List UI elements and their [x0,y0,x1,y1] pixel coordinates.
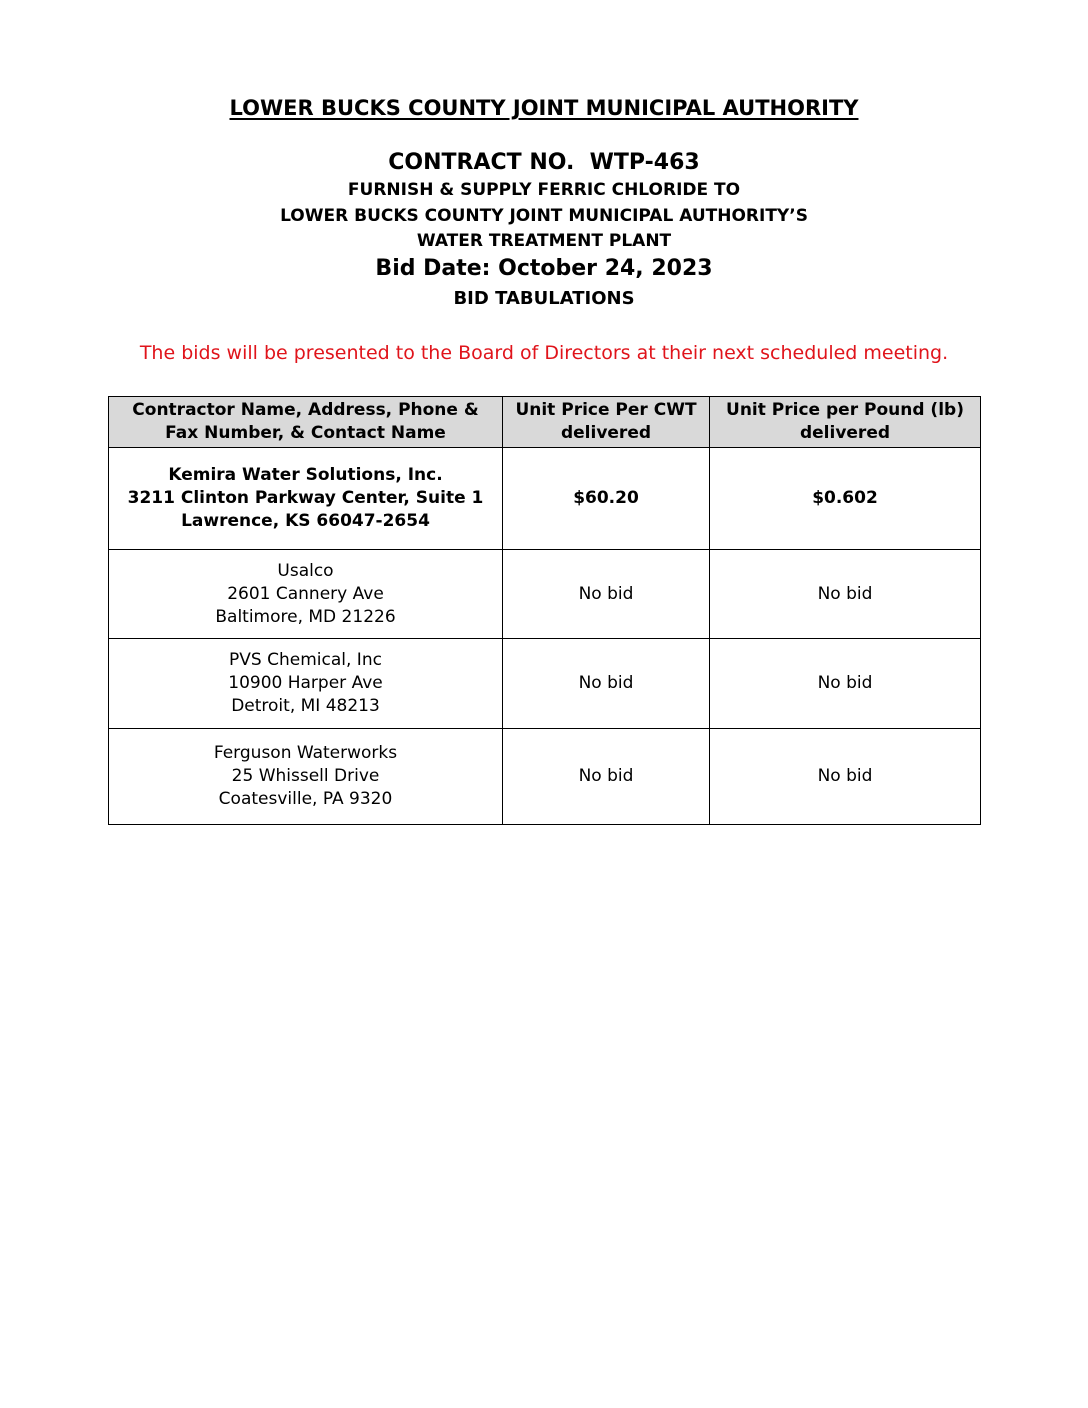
contractor-name: Kemira Water Solutions, Inc. [168,465,443,485]
header-line: Unit Price per Pound (lb) [726,400,964,420]
price-cwt-cell: No bid [503,550,710,639]
subtitle-line-3: WATER TREATMENT PLANT [416,231,672,251]
board-notice: The bids will be presented to the Board of Directors at their next scheduled meeting. [139,342,949,364]
contractor-street: 10900 Harper Ave [228,673,383,693]
price-lb-cell: $0.602 [710,448,981,550]
table-header-row [109,397,981,448]
contractor-street: 2601 Cannery Ave [227,583,384,604]
column-header-price-lb [710,397,981,448]
contractor-city: Baltimore, MD 21226 [215,606,396,627]
organization-title: LOWER BUCKS COUNTY JOINT MUNICIPAL AUTHORITY [229,96,859,120]
table-row [109,550,981,639]
price-cwt-cell: No bid [503,639,710,729]
header-line: delivered [560,423,652,443]
header-line: Fax Number, & Contact Name [165,423,446,443]
price-cwt-cell: No bid [503,729,710,825]
price-lb-cell: No bid [710,550,981,639]
subtitle-line-2: LOWER BUCKS COUNTY JOINT MUNICIPAL AUTHORITY’S [280,206,808,226]
contractor-city: Lawrence, KS 66047-2654 [181,511,430,531]
bid-table [108,396,981,825]
contractor-cell [109,639,503,729]
contractor-name: PVS Chemical, Inc [229,650,382,670]
contract-number: CONTRACT NO. WTP-463 [388,150,700,175]
contractor-cell [109,448,503,550]
table-row [109,448,981,550]
header-line: delivered [799,423,891,443]
subtitle-line-1: FURNISH & SUPPLY FERRIC CHLORIDE TO [347,180,741,200]
contractor-cell [109,550,503,639]
contractor-city: Detroit, MI 48213 [231,696,380,716]
price-cwt-cell: $60.20 [503,448,710,550]
price-lb-cell: No bid [710,729,981,825]
contractor-street: 25 Whissell Drive [231,766,380,786]
price-lb-cell: No bid [710,639,981,729]
bid-date: Bid Date: October 24, 2023 [375,256,713,281]
column-header-contractor [109,397,503,448]
table-row [109,639,981,729]
contractor-name: Ferguson Waterworks [213,743,398,763]
contractor-name: Usalco [277,560,334,581]
section-heading: BID TABULATIONS [453,288,635,309]
contractor-street: 3211 Clinton Parkway Center, Suite 1 [127,488,484,508]
contractor-cell [109,729,503,825]
table-row [109,729,981,825]
header-line: Contractor Name, Address, Phone & [132,400,479,420]
contractor-city: Coatesville, PA 9320 [218,789,393,809]
header-line: Unit Price Per CWT [515,400,697,420]
column-header-price-cwt [503,397,710,448]
